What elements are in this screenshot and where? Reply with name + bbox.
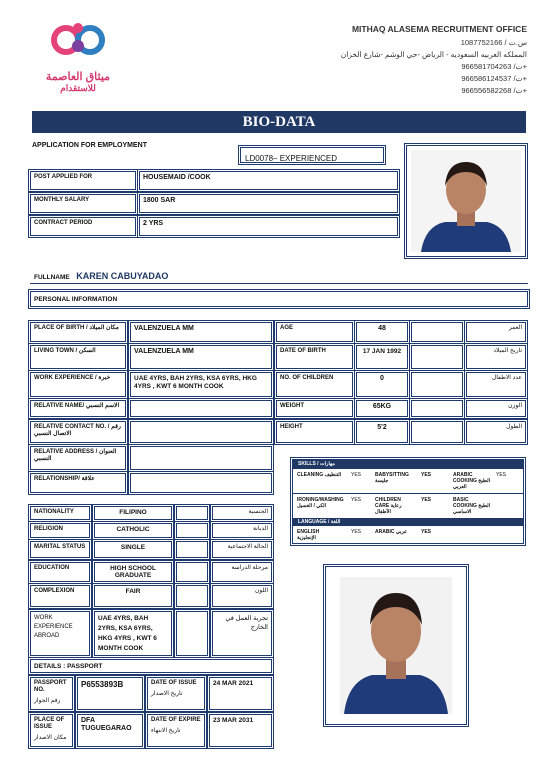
office-phone-3: ت/ 966556582268+ — [461, 86, 527, 95]
general-ar-complexion — [212, 585, 272, 607]
office-cr: س.ت / 1087752166 — [460, 38, 527, 47]
detail-ar-height — [466, 421, 526, 443]
detail-label-relname — [30, 400, 126, 417]
general-ar-religion — [212, 523, 272, 538]
weight-value: 65KG — [372, 403, 392, 410]
weight-label-ar: الوزن — [508, 403, 522, 409]
detail-blank-height — [411, 421, 463, 443]
general-value-marital — [94, 541, 172, 558]
general-blank-education — [176, 562, 208, 582]
detail-label-living — [30, 345, 126, 369]
skills-table — [292, 459, 524, 544]
dob-label: DATE OF BIRTH — [280, 348, 326, 354]
applicant-photo — [411, 150, 521, 252]
general-value-religion — [94, 523, 172, 538]
logo-mark-icon — [38, 18, 118, 66]
contract-value: 2 YRS — [143, 220, 164, 227]
biodata-title-bar — [32, 111, 526, 133]
salary-label: MONTHLY SALARY — [34, 197, 90, 203]
general-label-religion — [30, 523, 90, 538]
general-value-nationality — [94, 506, 172, 520]
skills-header-label: SKILLS / مهارات — [298, 461, 335, 467]
language-row — [293, 526, 523, 542]
general-label-nationality — [30, 506, 90, 520]
relative-name-label: RELATIVE NAME/ الاسم النسبي — [34, 403, 120, 409]
children-value: 0 — [380, 375, 384, 382]
general-label-marital — [30, 541, 90, 558]
detail-value-work — [130, 372, 272, 397]
skills-row-2 — [293, 494, 523, 518]
detail-label-age — [276, 322, 353, 342]
work-abroad-ar — [212, 611, 272, 656]
nationality-value: FILIPINO — [119, 509, 147, 516]
contract-label: CONTRACT PERIOD — [34, 220, 93, 226]
passport-issue-value — [209, 677, 272, 710]
birthplace-value: VALENZUELA MM — [134, 325, 194, 332]
general-blank-complexion — [176, 585, 208, 607]
detail-value-age — [356, 322, 408, 342]
job-row-salary — [30, 194, 136, 213]
general-label-education — [30, 562, 90, 582]
detail-label-relationship — [30, 473, 126, 493]
detail-value-living — [130, 345, 272, 369]
age-value: 48 — [378, 325, 386, 332]
general-label-complexion — [30, 585, 90, 607]
relative-contact-label: RELATIVE CONTACT NO. / رقم الاتصال النسبي — [34, 424, 121, 437]
post-label: POST APPLIED FOR — [34, 174, 93, 180]
relationship-label: RELATIONSHIP/ علاقة — [34, 476, 95, 482]
birthplace-label: PLACE OF BIRTH / مكان الميلاد — [34, 325, 119, 331]
relative-name-value — [131, 401, 271, 405]
work-experience-value: UAE 4YRS, BAH 2YRS, KSA 6YRS, HKG 4YRS , KWT 6 MONTH COOK — [134, 375, 257, 390]
passport-place-value-text: DFA TUGUEGARAO — [81, 717, 132, 732]
general-blank-marital — [176, 541, 208, 558]
fullname-label: FULLNAME — [34, 274, 70, 281]
language-arabic: ARABIC عربي — [375, 529, 408, 535]
marital-status-label: MARITAL STATUS — [34, 544, 86, 550]
passport-no-label-ar: رقم الجواز — [34, 698, 61, 704]
fullname-row — [34, 266, 168, 284]
passport-expire-label — [147, 714, 205, 747]
salary-value: 1800 SAR — [143, 197, 176, 204]
office-info — [267, 24, 527, 97]
detail-value-relcontact — [130, 421, 272, 443]
work-experience-label: WORK EXPERIENCE / خبرة — [34, 375, 111, 381]
job-value-contract — [139, 217, 398, 236]
detail-label-work — [30, 372, 126, 397]
passport-no-label-text: PASSPORT NO. — [34, 680, 67, 693]
office-phone-2: ت/ 966586124537+ — [461, 74, 527, 83]
skill-babysitting: BABYSITTING جليسة — [375, 472, 409, 484]
complexion-label-ar: اللون — [255, 588, 268, 594]
application-label: APPLICATION FOR EMPLOYMENT — [32, 142, 147, 149]
detail-blank-age — [411, 322, 463, 342]
skill-basic-cooking: BASIC COOKING الطبخ الاساسي — [453, 497, 491, 515]
detail-ar-age — [466, 322, 526, 342]
general-value-complexion — [94, 585, 172, 607]
passport-no-value — [77, 677, 143, 710]
relative-address-value — [131, 447, 271, 451]
job-value-salary — [139, 194, 398, 213]
detail-label-birthplace — [30, 322, 126, 342]
education-label-ar: مرحلة الدراسة — [231, 565, 268, 571]
detail-label-dob — [276, 345, 353, 369]
skills-row-1 — [293, 469, 523, 494]
photo-frame-bottom — [325, 566, 467, 725]
detail-label-height — [276, 421, 353, 443]
complexion-label: COMPLEXION — [34, 588, 75, 594]
detail-value-dob — [356, 345, 408, 369]
detail-ar-children — [466, 372, 526, 397]
detail-value-reladdress — [130, 446, 272, 470]
language-english-value: YES — [351, 529, 362, 535]
office-address: المملكه العربيه السعوديه - الرياض -حي الوشم -شارع الخزان — [340, 50, 527, 59]
passport-header — [30, 659, 272, 673]
skill-children-care-value: YES — [421, 497, 432, 503]
detail-value-relname — [130, 400, 272, 417]
general-blank-religion — [176, 523, 208, 538]
height-label-ar: الطول — [506, 424, 522, 430]
page-title: BIO-DATA — [242, 114, 316, 130]
marital-status-value: SINGLE — [120, 544, 146, 551]
children-label-ar: عدد الاطفال — [491, 375, 522, 381]
work-abroad-value — [94, 611, 172, 656]
general-ar-education — [212, 562, 272, 582]
detail-ar-weight — [466, 400, 526, 417]
detail-label-children — [276, 372, 353, 397]
job-row-post — [30, 171, 136, 190]
fullname-underline — [30, 283, 528, 284]
passport-issue-value-text: 24 MAR 2021 — [213, 680, 254, 687]
general-ar-nationality — [212, 506, 272, 520]
dob-value: 17 JAN 1992 — [362, 348, 402, 355]
detail-blank-dob — [411, 345, 463, 369]
detail-label-weight — [276, 400, 353, 417]
passport-place-label — [30, 714, 73, 747]
children-label: NO. OF CHILDREN — [280, 375, 334, 381]
work-abroad-label — [30, 611, 90, 656]
skill-cleaning-value: YES — [351, 472, 362, 478]
detail-value-height — [356, 421, 408, 443]
detail-label-relcontact — [30, 421, 126, 443]
language-header-label: LANGUAGE / اللغة — [298, 519, 341, 525]
detail-blank-children — [411, 372, 463, 397]
passport-expire-label-text: DATE OF EXPIRE — [151, 717, 201, 723]
religion-value: CATHOLIC — [116, 526, 150, 533]
age-label: AGE — [280, 325, 294, 331]
detail-value-weight — [356, 400, 408, 417]
nationality-label: NATIONALITY — [34, 509, 74, 515]
passport-issue-label-ar: تاريخ الاصدار — [151, 691, 183, 697]
nationality-label-ar: الجنسية — [248, 509, 268, 515]
detail-label-reladdress — [30, 446, 126, 470]
relationship-value — [131, 474, 271, 478]
work-abroad-label-ar: تجربة العمل في الخارج — [225, 615, 268, 631]
work-abroad-value-text: UAE 4YRS, BAH 2YRS, KSA 6YRS, HKG 4YRS , KWT 6 MONTH COOK — [98, 615, 157, 652]
marital-status-label-ar: الحالة الاجتماعية — [227, 544, 268, 550]
detail-ar-dob — [466, 345, 526, 369]
skill-ironing-value: YES — [351, 497, 362, 503]
photo-frame-top — [406, 145, 526, 257]
logo-text-ar: ميثاق العاصمة — [45, 71, 111, 83]
passport-expire-value — [209, 714, 272, 747]
passport-no-value-text: P6553893B — [81, 680, 124, 689]
age-label-ar: العمر — [508, 325, 522, 331]
relative-contact-value — [131, 422, 271, 426]
dob-label-ar: تاريخ الميلاد — [493, 348, 522, 354]
passport-issue-label — [147, 677, 205, 710]
general-ar-marital — [212, 541, 272, 558]
language-arabic-value: YES — [421, 529, 432, 535]
skill-children-care: CHILDREN CARE رعاية الأطفال — [375, 497, 402, 515]
skills-header — [293, 460, 523, 469]
post-value: HOUSEMAID /COOK — [143, 174, 211, 181]
applicant-photo-full — [340, 577, 452, 714]
education-label: EDUCATION — [34, 565, 70, 571]
passport-place-value — [77, 714, 143, 747]
skill-arabic-cooking: ARABIC COOKING الطبخ العربي — [453, 472, 491, 490]
job-row-contract — [30, 217, 136, 236]
skill-cleaning: CLEANING التنظيف — [297, 472, 342, 478]
skill-ironing: IRONING/WASHING الكي / الغسيل — [297, 497, 344, 509]
work-abroad-blank — [176, 611, 208, 656]
logo-subtext-ar: للاستقدام — [60, 83, 96, 93]
education-value: HIGH SCHOOL GRADUATE — [110, 565, 156, 579]
living-town-label: LIVING TOWN / السكن — [34, 348, 96, 354]
weight-label: WEIGHT — [280, 403, 304, 409]
skill-arabic-cooking-value: YES — [496, 472, 507, 478]
complexion-value: FAIR — [125, 588, 141, 595]
passport-expire-value-text: 23 MAR 2031 — [213, 717, 254, 724]
application-code-text: LD0078– EXPERIENCED — [245, 154, 338, 163]
passport-expire-label-ar: تاريخ الانتهاء — [151, 728, 181, 734]
work-abroad-label-text: WORK EXPERIENCE ABROAD — [34, 615, 73, 639]
height-value: 5'2 — [377, 424, 387, 431]
detail-value-children — [356, 372, 408, 397]
religion-label: RELIGION — [34, 526, 64, 532]
religion-label-ar: الديانة — [252, 526, 268, 532]
passport-place-label-text: PLACE OF ISSUE — [34, 717, 65, 730]
application-code — [240, 147, 384, 163]
passport-issue-label-text: DATE OF ISSUE — [151, 680, 197, 686]
personal-info-label: PERSONAL INFORMATION — [34, 296, 118, 303]
height-label: HEIGHT — [280, 424, 303, 430]
job-value-post — [139, 171, 398, 190]
general-blank-nationality — [176, 506, 208, 520]
fullname-value: KAREN CABUYADAO — [76, 271, 169, 281]
passport-no-label — [30, 677, 73, 710]
passport-header-label: DETAILS : PASSPORT — [34, 663, 103, 670]
detail-value-relationship — [130, 473, 272, 493]
skill-babysitting-value: YES — [421, 472, 432, 478]
passport-place-label-ar: مكان الاصدار — [34, 735, 67, 741]
language-header — [293, 518, 523, 526]
living-town-value: VALENZUELA MM — [134, 348, 194, 355]
office-phone-1: ت/ 966581704263+ — [461, 62, 527, 71]
office-name: MITHAQ ALASEMA RECRUITMENT OFFICE — [351, 24, 527, 34]
detail-blank-weight — [411, 400, 463, 417]
detail-value-birthplace — [130, 322, 272, 342]
language-english: ENGLISH الإنجليزية — [297, 529, 320, 541]
personal-info-header — [30, 291, 528, 307]
general-value-education — [94, 562, 172, 582]
relative-address-label: RELATIVE ADDRESS / العنوان النسبي — [34, 449, 117, 462]
company-logo — [38, 18, 118, 93]
